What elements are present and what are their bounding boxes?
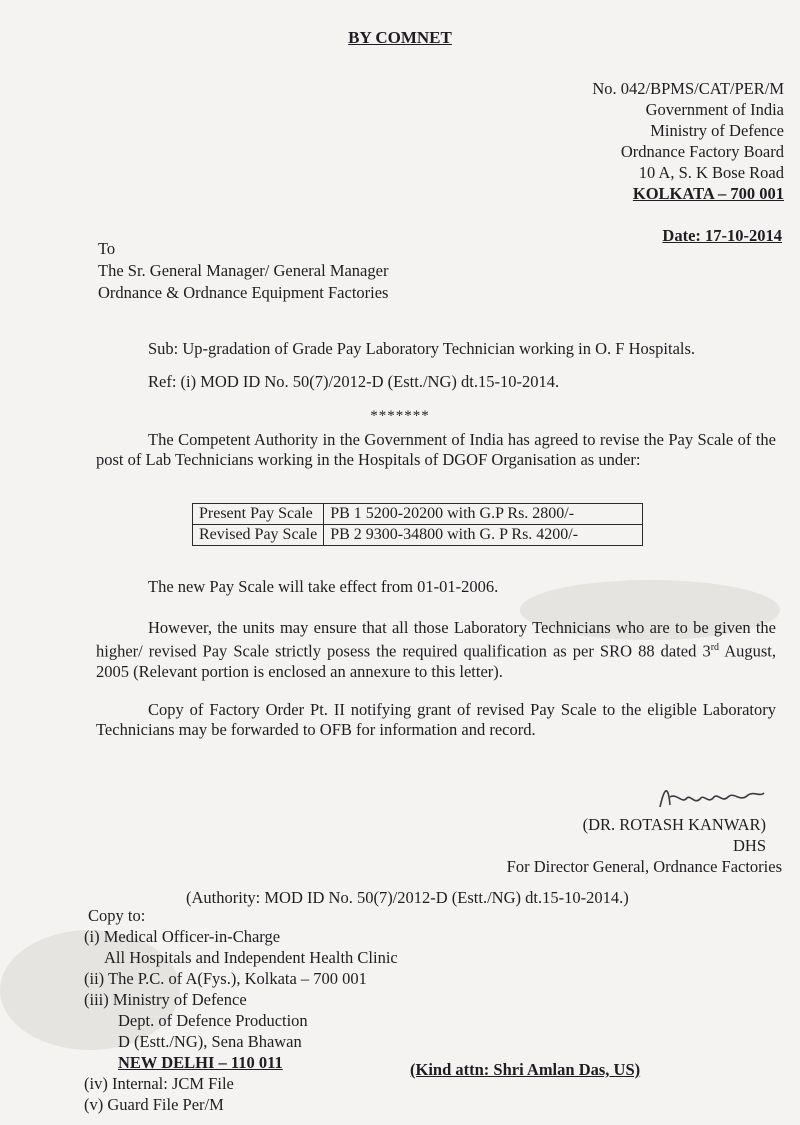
paragraph-1: The Competent Authority in the Government of India has agreed to revise the Pay Scale of the post of Lab Technicians working in the Hospitals of DGOF Organisation as under: [96,430,776,469]
transmission-heading: BY COMNET [348,28,452,47]
to-label: To [98,239,116,258]
copy-item-detail: Dept. of Defence Production [118,1011,308,1030]
recipient-line: Ordnance & Ordnance Equipment Factories [98,283,389,302]
pay-label: Present Pay Scale [193,504,324,525]
table-row [193,525,643,546]
signatory-name: (DR. ROTASH KANWAR) [582,815,766,834]
separator: ******* [370,408,430,424]
superscript: rd [710,642,720,653]
sender-line: Ministry of Defence [650,121,784,140]
letter-date: Date: 17-10-2014 [662,226,782,245]
sender-line: Ordnance Factory Board [620,142,784,161]
signatory-block [506,814,782,877]
paragraph-3-text: August, 2005 (Relevant portion is enclosed an annexure to this letter). [96,641,777,681]
copy-item: (iv) Internal: JCM File [84,1074,234,1093]
sender-city: KOLKATA – 700 001 [632,184,784,203]
letter-number: No. 042/BPMS/CAT/PER/M [592,79,784,98]
copy-item: (v) Guard File Per/M [84,1095,224,1114]
sender-line: 10 A, S. K Bose Road [638,163,784,182]
copy-item: (i) Medical Officer-in-Charge [84,927,281,946]
table-row [193,504,643,525]
attention-note: (Kind attn: Shri Amlan Das, US) [410,1060,641,1079]
sender-address [592,78,784,204]
pay-value: PB 1 5200-20200 with G.P Rs. 2800/- [324,504,643,525]
authority-line: (Authority: MOD ID No. 50(7)/2012-D (Estt./NG) dt.15-10-2014.) [186,888,629,907]
paragraph-4: Copy of Factory Order Pt. II notifying grant of revised Pay Scale to the eligible Laboratory Technicians may be forwarded to OFB for information and record. [96,700,776,739]
copy-item-city: NEW DELHI – 110 011 [118,1053,283,1072]
copy-item-detail: All Hospitals and Independent Health Clinic [104,948,398,967]
copy-item: (ii) The P.C. of A(Fys.), Kolkata – 700 001 [84,969,367,988]
subject-line: Sub: Up-gradation of Grade Pay Laboratory Technician working in O. F Hospitals. [148,339,696,358]
signatory-designation: DHS [732,836,766,855]
paragraph-2: The new Pay Scale will take effect from 01-01-2006. [148,577,499,596]
copy-to-heading: Copy to: [88,906,146,925]
pay-label: Revised Pay Scale [193,525,324,546]
recipient-line: The Sr. General Manager/ General Manager [98,261,389,280]
copy-to-block [84,905,398,1115]
signatory-on-behalf: For Director General, Ordnance Factories [506,857,782,876]
recipient-block [98,238,388,304]
sender-line: Government of India [645,100,784,119]
pay-scale-table [192,503,643,546]
signature-scribble [656,779,766,813]
paragraph-3 [96,618,776,682]
paragraph-3-text: However, the units may ensure that all those Laboratory Technicians who are to be given the higher/ revised Pay Scale strictly posess the required qualification as per SRO 88 dated 3 [96,618,776,661]
copy-item: (iii) Ministry of Defence [84,990,247,1009]
pay-value: PB 2 9300-34800 with G. P Rs. 4200/- [324,525,643,546]
reference-line: Ref: (i) MOD ID No. 50(7)/2012-D (Estt./NG) dt.15-10-2014. [148,372,560,391]
copy-item-detail: D (Estt./NG), Sena Bhawan [118,1032,302,1051]
